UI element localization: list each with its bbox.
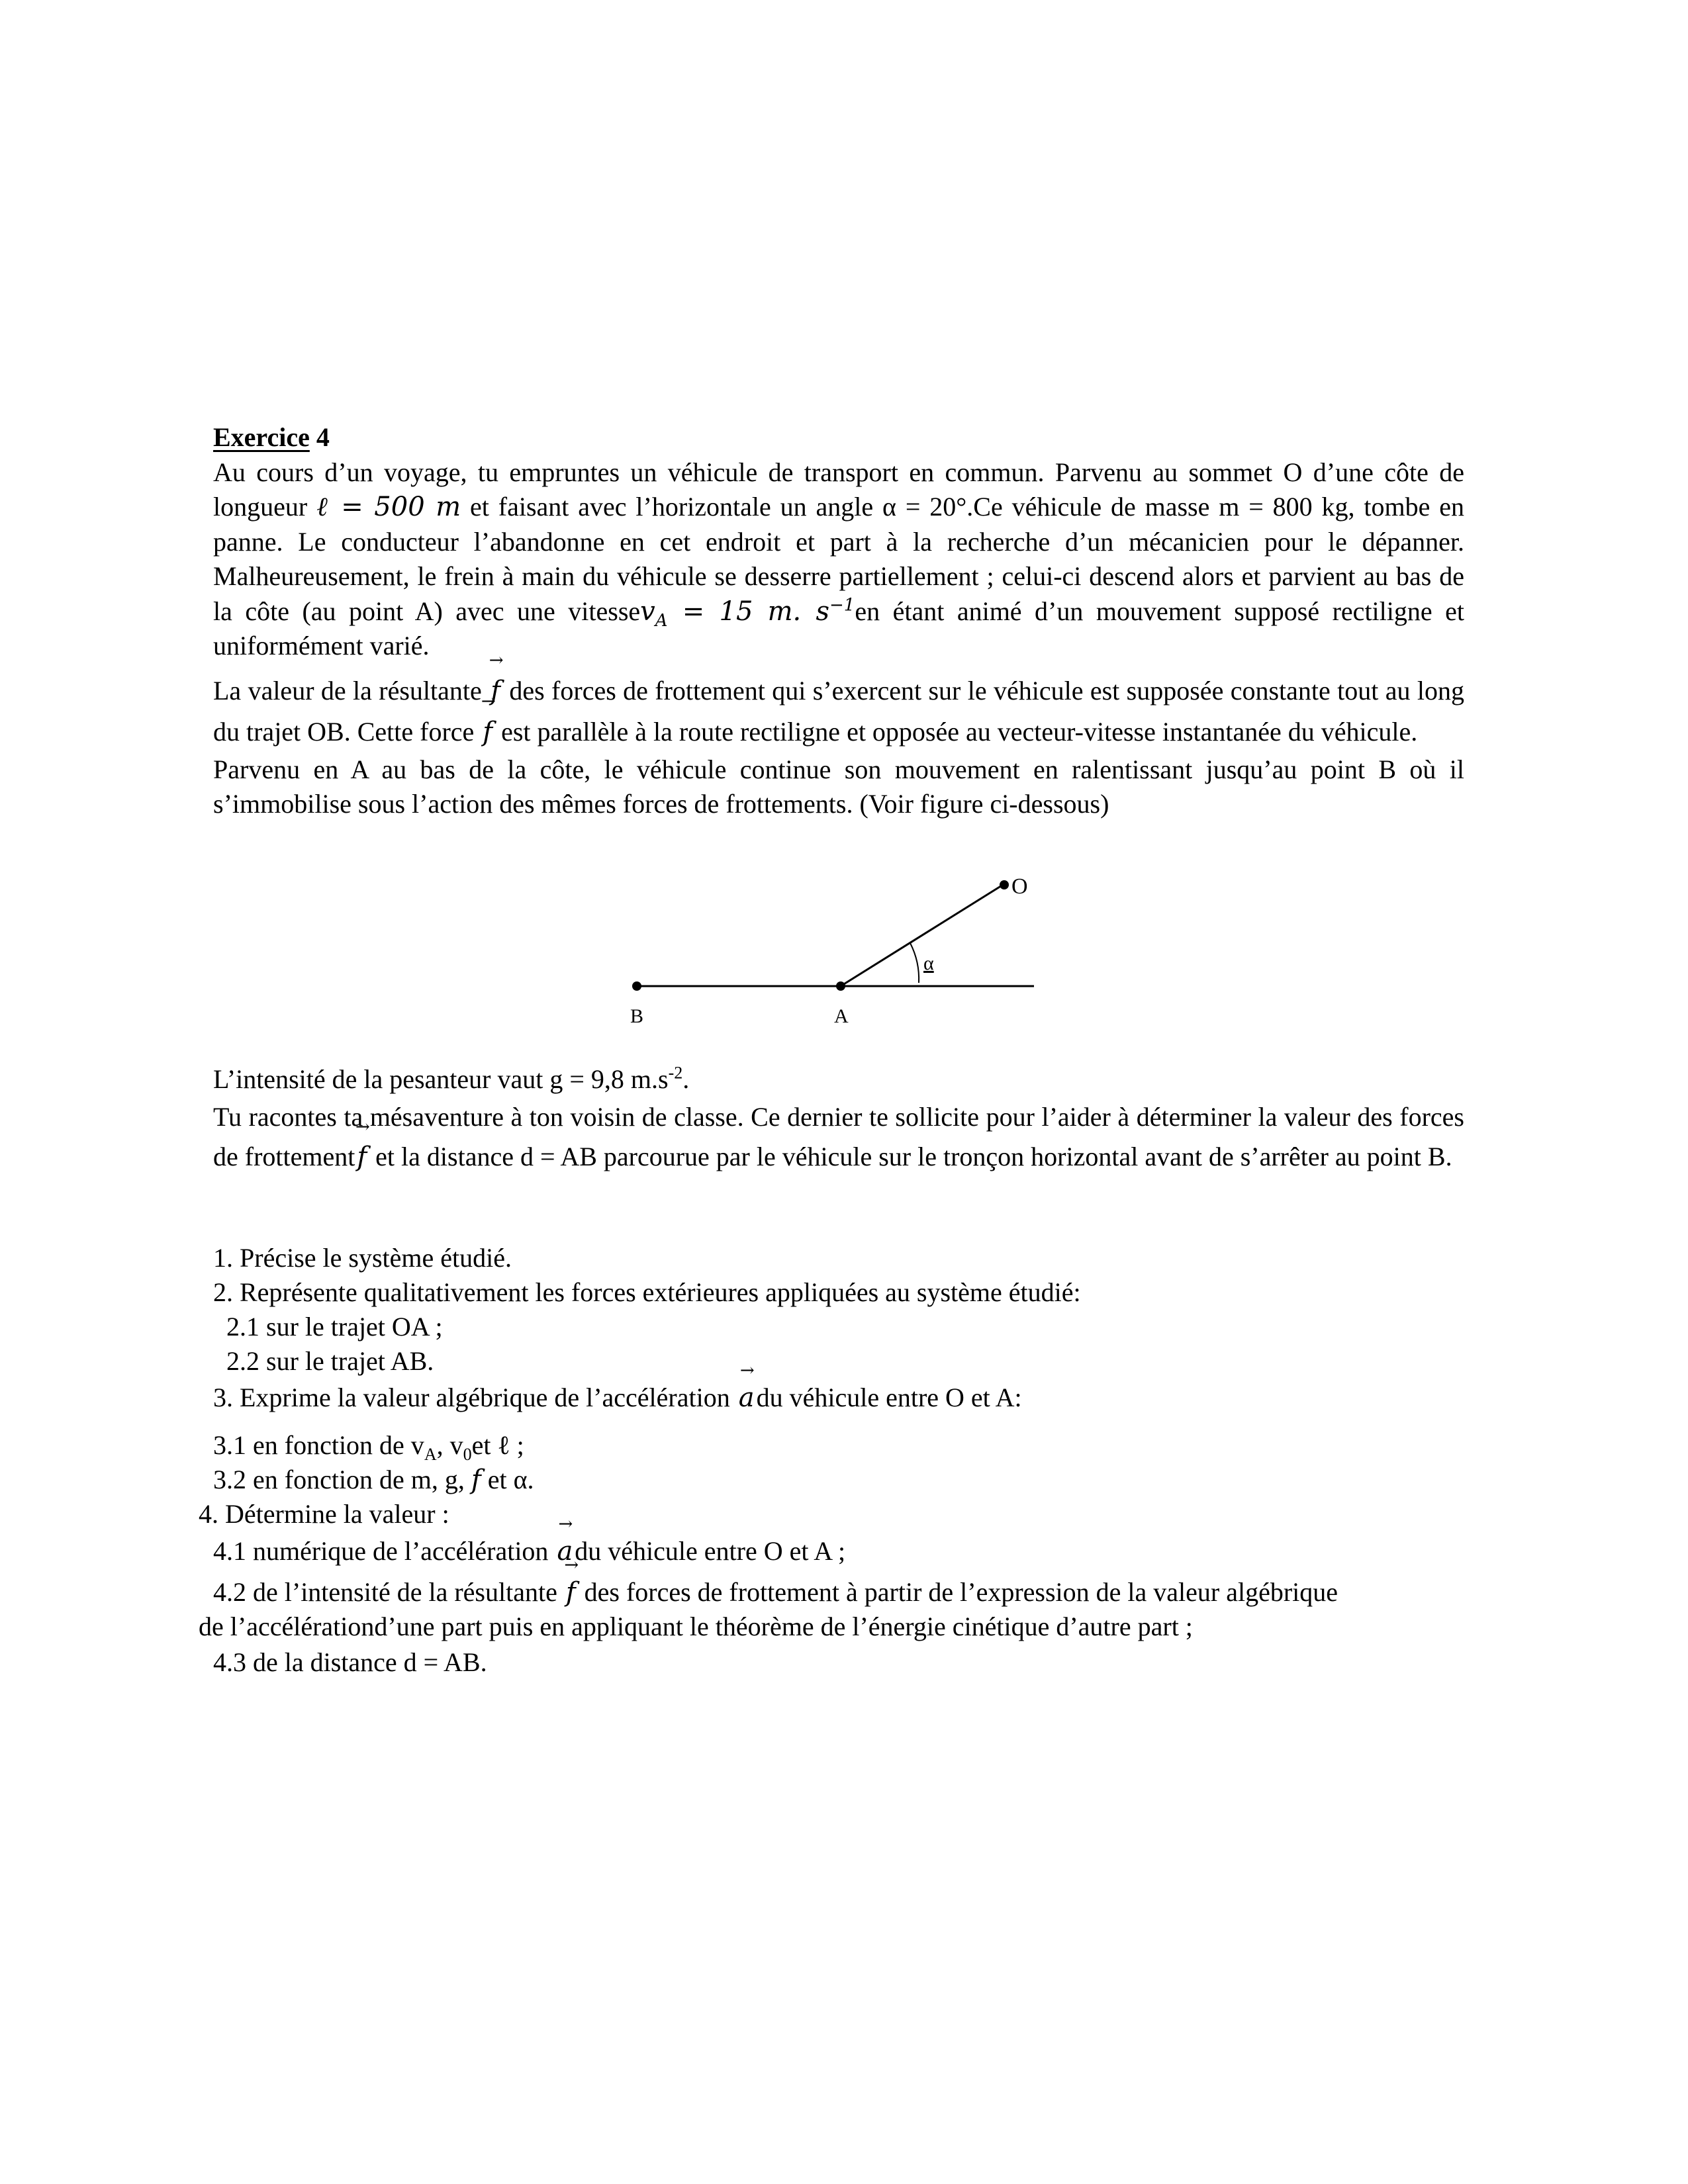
question-2-2: 2.2 sur le trajet AB. [226,1346,434,1376]
label-alpha: α [923,952,934,974]
question-3-1 [213,1428,524,1463]
p2-text-b: des forces de frottement qui s’exercent sur le véhicule est supposée constante tout au long du trajet OB. Cette force [213,675,1464,747]
friction-vector-symbol: → f [489,670,502,711]
q31-sub-0: 0 [463,1445,472,1464]
p1-text-a: Au cours d’un voyage, tu empruntes un véhicule de transport en commun. Parvenu au sommet O d’une côte de longueur [213,457,1464,522]
exercise-title-word: Exercice [213,422,310,452]
question-2: 2. Représente qualitativement les forces extérieures appliquées au système étudié: [213,1277,1081,1307]
speed-exponent: −1 [829,595,855,615]
friction-vector-symbol-4: → f [564,1575,578,1610]
gravity-text: L’intensité de la pesanteur vaut g = 9,8 m.s [213,1064,669,1094]
speed-subscript: A [655,610,668,631]
q32-text-a: 3.2 en fonction de m, g, [213,1465,471,1494]
p2-text-c: est parallèle à la route rectiligne et opposée au vecteur-vitesse instantanée du véhicule. [494,716,1418,747]
length-formula: ℓ = 500 m [316,492,461,522]
question-3-text-b: du véhicule entre O et A: [756,1383,1022,1412]
label-b: B [630,1005,644,1027]
q41-text-a: 4.1 numérique de l’accélération [213,1536,555,1566]
slope-figure [616,870,1053,1042]
p1-text-c: en étant animé d’un mouvement supposé rectiligne et uniformément varié. [213,596,1465,660]
question-4-3: 4.3 de la distance d = AB. [213,1647,487,1677]
question-4-1 [213,1534,845,1569]
question-3 [213,1381,1022,1415]
question-1: 1. Précise le système étudié. [213,1243,512,1273]
label-a: A [834,1005,849,1027]
label-o: O [1011,874,1028,899]
gravity-exponent: -2 [668,1063,683,1083]
paragraph-task [213,1097,1464,1177]
question-3-text-a: 3. Exprime la valeur algébrique de l’accélération [213,1383,737,1412]
paragraph-motion-ab: Parvenu en A au bas de la côte, le véhicule continue son mouvement en ralentissant jusqu’au point B où il s’immobilise sous l’action des mêmes forces de frottements. (Voir figure ci-dessous) [213,754,1464,819]
slope-line [841,885,1003,986]
q42-text-b: des forces de frottement à partir de l’expression de la valeur algébrique [577,1577,1338,1607]
question-4-2 [213,1575,1338,1610]
q32-text-b: et α. [481,1465,534,1494]
question-4: 4. Détermine la valeur : [199,1499,449,1529]
speed-value: = 15 m. s [667,596,830,627]
q31-text-b: , v [436,1430,463,1460]
point-b-dot [632,981,641,991]
question-4-2-continued: de l’accélérationd’une part puis en appliquant le théorème de l’énergie cinétique d’autre part ; [199,1612,1193,1641]
q41-text-b: du véhicule entre O et A ; [575,1536,846,1566]
paragraph-friction [213,670,1464,752]
paragraph-gravity [213,1062,1464,1097]
question-3-2 [213,1463,534,1497]
exercise-title-number: 4 [316,422,330,452]
friction-vector-symbol-3: → f [355,1137,369,1177]
point-a-dot [836,981,845,991]
q31-sub-a: A [424,1445,437,1464]
acceleration-vector-symbol: → a [737,1381,757,1415]
q42-text-a: 4.2 de l’intensité de la résultante [213,1577,564,1607]
gravity-end: . [682,1064,690,1094]
paragraph-statement [213,455,1464,664]
q32-f-symbol: f [471,1465,481,1495]
speed-formula [640,595,855,631]
data-paragraphs [213,1062,1464,1177]
speed-symbol: v [640,596,655,627]
p2-text-a: La valeur de la résultante [213,675,489,705]
exercise-body [213,420,1464,822]
friction-vector-symbol-2: → f [481,711,494,752]
question-2-1: 2.1 sur le trajet OA ; [226,1312,443,1342]
acceleration-vector-symbol-2: → a [555,1534,575,1569]
task-text-a: Tu racontes ta mésaventure à ton voisin de classe. Ce dernier te sollicite pour l’aider à déterminer la valeur des forces de frottement [213,1101,1464,1171]
q31-text-c: et ℓ ; [471,1430,524,1460]
point-o-dot [1000,880,1009,889]
task-text-b: et la distance d = AB parcourue par le véhicule sur le tronçon horizontal avant de s’arrêter au point B. [369,1141,1452,1171]
q31-text-a: 3.1 en fonction de v [213,1430,424,1460]
p1-text-b: et faisant avec l’horizontale un angle α = 20°.Ce véhicule de masse m = 800 kg, tombe en panne. Le conducteur l’abandonne en cet endroit et part à la recherche d’un mécanicien pour le dépanner. Malheureusement, le frein à main du véhicule se desserre partiellement ; celui-ci descend alors et parvient au bas de la côte (au point A) avec une vitesse [213,492,1464,626]
angle-arc [910,943,919,983]
exercise-title [213,420,1464,455]
